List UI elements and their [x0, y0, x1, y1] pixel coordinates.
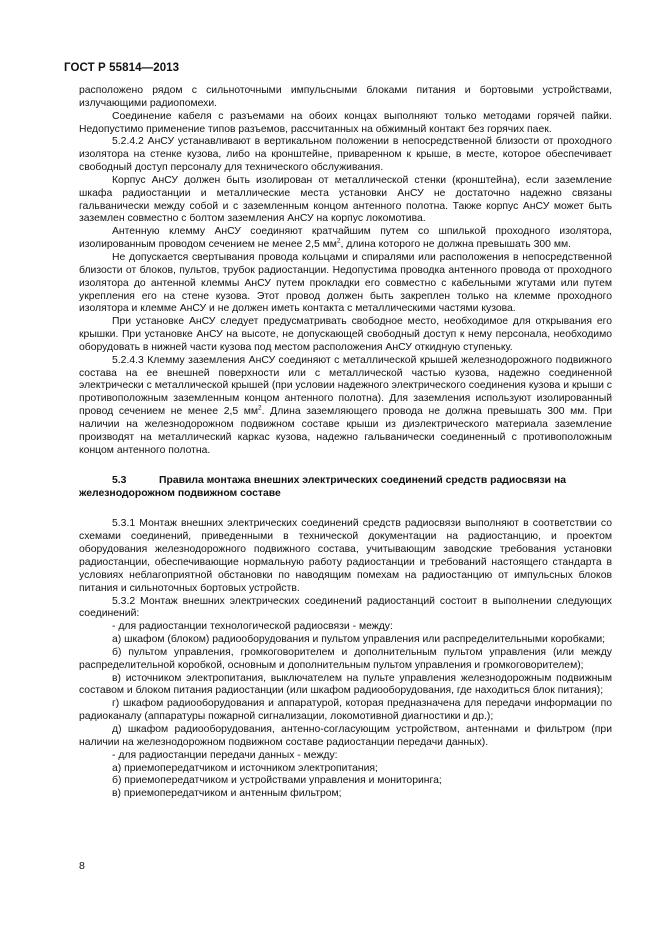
list-item: г) шкафом радиооборудования и аппаратурой, которая предназначена для передачи информации по радиоканалу (аппаратуры пожарной сигнализации, локомотивной диагностики и др.); — [79, 698, 612, 723]
list-item: б) приемопередатчиком и устройствами управления и мониторинга; — [112, 775, 442, 787]
paragraph: Корпус АнСУ должен быть изолирован от металлической стенки (кронштейна), если заземление шкафа радиостанции и металлические места установки АнСУ не достаточно надежно связаны гальванически между собой и с заземленным концом антенного полотна. Также корпус АнСУ может быть заземлен совместно с болтом заземления АнСУ на корпус локомотива. — [79, 174, 612, 225]
list-item: в) источником электропитания, выключателем на пульте управления железнодорожным подвижным составом и блоком питания радиостанции (или шкафом радиооборудования, где находиться блок питания); — [79, 672, 612, 697]
superscript: 2 — [258, 404, 262, 412]
paragraph: 5.3.2 Монтаж внешних электрических соединений радиостанций состоит в выполнении следующих соединений: — [79, 595, 612, 620]
standard-header: ГОСТ Р 55814—2013 — [64, 62, 180, 74]
ground-text-before: 5.2.4.3 Клемму заземления АнСУ соединяют с металлической крышей железнодорожного подвижного состава на ее внешней поверхности или с металлической частью кузова, надежно соединенной электрически с металлической крышей (при условии надежного электрического соединения кузова и крыши с противоположным заземленным концом антенного полотна). Для заземления используют изолированный провод сечением не менее 2,5 мм — [79, 354, 612, 418]
list-item: б) пультом управления, громкоговорителем и дополнительным пультом управления (или между распределительной коробкой, основным и дополнительным пультом управления и громкоговорителем); — [79, 646, 612, 671]
document-body — [79, 85, 612, 801]
page-number: 8 — [79, 860, 85, 872]
paragraph: расположено рядом с сильноточными импульсными блоками питания и бортовыми устройствами, излучающими радиопомехи. — [79, 85, 612, 109]
paragraph: Не допускается свертывания провода кольцами и спиралями или расположения в непосредственной близости от блоков, пультов, трубок радиостанции. Недопустима проводка антенного провода от проходного изолятора до антенной клеммы АнСУ путем прокладки его совместно с кабельными жгутами или путем укрепления его на стене кузова. Этот провод должен быть закреплен только на клемме проходного изолятора и клемме АнСУ и не должен иметь контакта с металлическими частями кузова. — [79, 251, 612, 315]
wire-paragraph — [79, 226, 612, 252]
ground-text-after: . Длина заземляющего провода не должна превышать 300 мм. При наличии на железнодорожном подвижном составе крыши из диэлектрического материала заземление производят на металлический каркас кузова, надежно гальванически соединенный с противоположным концом антенного полотна. — [79, 406, 612, 456]
paragraph: При установке АнСУ следует предусматривать свободное место, необходимое для открывания его крышки. При установке АнСУ на высоте, не допускающей свободный доступ к нему персонала, необходимо оборудовать в нижней части кузова под местом расположения АнСУ откидную ступеньку. — [79, 316, 612, 353]
paragraph: 5.3.1 Монтаж внешних электрических соединений средств радиосвязи выполняют в соответствии со схемами соединений, приведенными в технической документации на радиостанцию, и проектом оборудования железнодорожного подвижного состава, учитывающим заводские требования установки радиостанции, обеспечивающие нормальную работу радиостанции и требований настоящего стандарта в условиях неблагоприятной обстановки по наводящим помехам на радиостанцию от импульсных блоков питания и сильноточных бортовых устройств. — [79, 518, 612, 594]
section-number: 5.3 — [112, 475, 127, 487]
list-item: д) шкафом радиооборудования, антенно-согласующим устройством, антеннами и фильтром (при наличии на железнодорожном подвижном составе радиостанции передачи данных). — [79, 723, 612, 748]
list-item: а) шкафом (блоком) радиооборудования и пультом управления или распределительными коробками; — [112, 634, 606, 646]
list-item: а) приемопередатчиком и источником электропитания; — [112, 762, 378, 774]
section-heading — [79, 474, 612, 500]
wire-text-before: Антенную клемму АнСУ соединяют кратчайшим путем со шпилькой проходного изолятора, изолированным проводом сечением не менее 2,5 мм — [79, 226, 612, 251]
wire-text-after: , длина которого не должна превышать 300 мм. — [340, 239, 572, 251]
section-title: Правила монтажа внешних электрических соединений средств радиосвязи на железнодорожном подвижном составе — [79, 475, 567, 500]
list-item: в) приемопередатчиком и антенным фильтром; — [112, 788, 342, 800]
superscript: 2 — [336, 237, 341, 245]
paragraph: 5.2.4.2 АнСУ устанавливают в вертикальном положении в непосредственной близости от проходного изолятора на стенке кузова, либо на кронштейне, приваренном к крыше, в месте, которое обеспечивает свободный доступ персоналу для технического обслуживания. — [79, 136, 612, 174]
ground-paragraph — [79, 355, 612, 458]
list-intro: - для радиостанции передачи данных - между: — [112, 749, 338, 761]
list-intro: - для радиостанции технологической радиосвязи - между: — [112, 621, 393, 633]
paragraph: Соединение кабеля с разъемами на обоих концах выполняют только методами горячей пайки. Недопустимо применение типов разъемов, рассчитанных на обжимный контакт без горячих паек. — [79, 110, 612, 135]
